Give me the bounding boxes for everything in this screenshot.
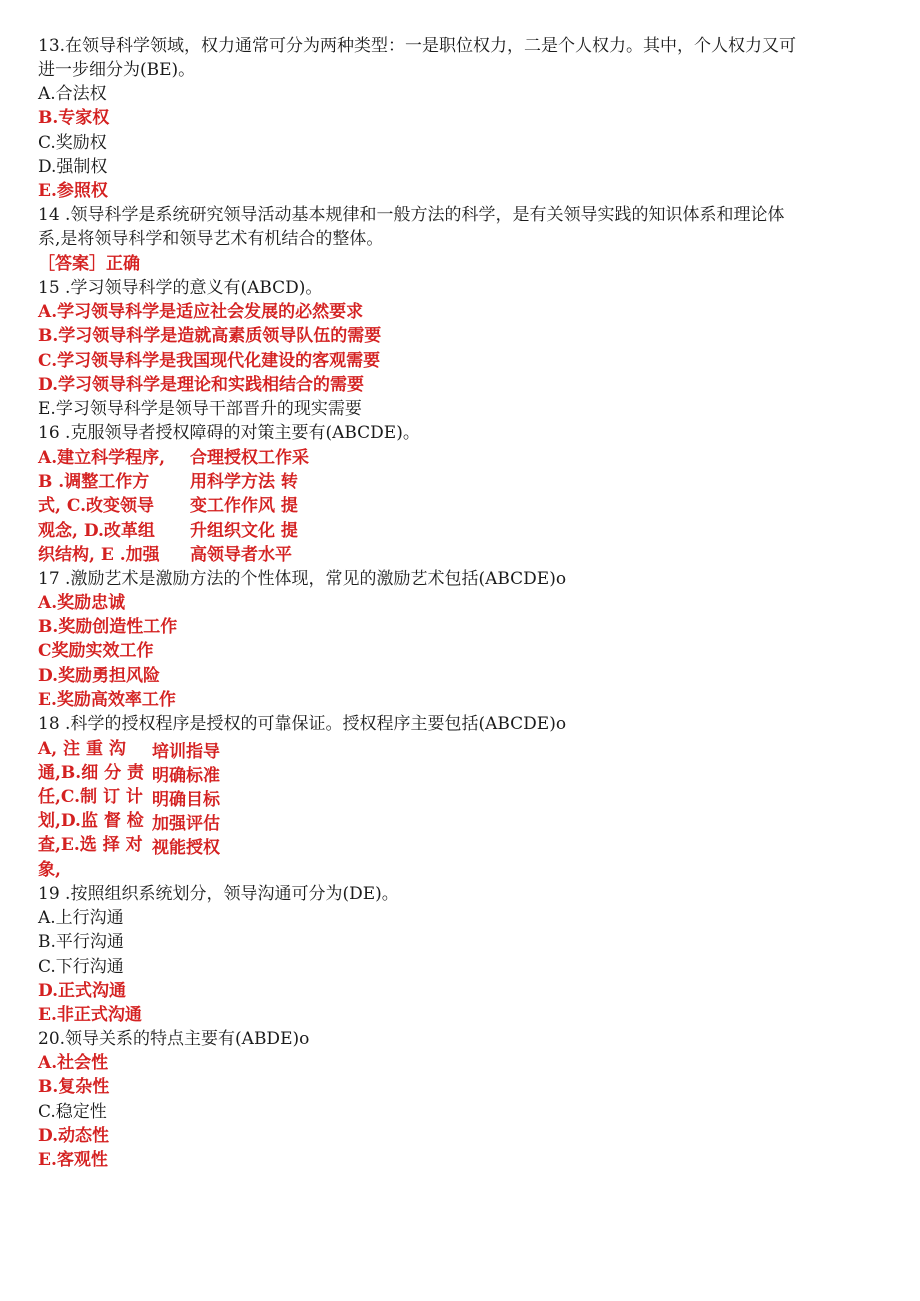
question-16-stem: 16 .克服领导者授权障碍的对策主要有(ABCDE)。 <box>38 423 420 443</box>
option-17-d-answer: D.奖励勇担风险 <box>38 666 161 686</box>
option-15-e: E.学习领导科学是领导干部晋升的现实需要 <box>38 399 362 419</box>
option-15-d-answer: D.学习领导科学是理论和实践相结合的需要 <box>38 375 365 395</box>
option-16-right-text: 高领导者水平 <box>190 545 292 565</box>
option-17-c-answer: C奖励实效工作 <box>38 641 154 661</box>
option-18-right-text: 明确标准 <box>152 766 220 786</box>
question-17-stem: 17 .激励艺术是激励方法的个性体现，常见的激励艺术包括(ABCDE)o <box>38 569 567 589</box>
question-20-stem: 20.领导关系的特点主要有(ABDE)o <box>38 1029 310 1049</box>
option-18-left-text: 任,C.制 订 计 <box>38 787 143 807</box>
option-19-a: A.上行沟通 <box>38 908 124 928</box>
option-18-right-text: 培训指导 <box>152 742 220 762</box>
option-18-left-text: 查,E.选 择 对 <box>38 835 143 855</box>
option-13-a: A.合法权 <box>38 84 107 104</box>
question-18-stem: 18 .科学的授权程序是授权的可靠保证。授权程序主要包括(ABCDE)o <box>38 714 567 734</box>
option-16-right-text: 升组织文化 提 <box>190 521 298 541</box>
option-18-left-text: 通,B.细 分 责 <box>38 763 145 783</box>
option-19-d-answer: D.正式沟通 <box>38 981 127 1001</box>
option-13-e-answer: E.参照权 <box>38 181 108 201</box>
option-18-left-text: A, 注 重 沟 <box>38 739 126 759</box>
option-16-left-text: A.建立科学程序, <box>38 448 166 468</box>
option-18-left-text: 划,D.监 督 检 <box>38 811 144 831</box>
option-16-left-text: B .调整工作方 <box>38 472 150 492</box>
option-18-right-text: 视能授权 <box>152 838 220 858</box>
option-16-left-text: 观念, D.改革组 <box>38 521 155 541</box>
option-16-left-text: 织结构, E .加强 <box>38 545 160 565</box>
question-14-stem-cont: 系,是将领导科学和领导艺术有机结合的整体。 <box>38 229 384 249</box>
option-16-left-text: 式, C.改变领导 <box>38 496 154 516</box>
question-15-stem: 15 .学习领导科学的意义有(ABCD)。 <box>38 278 323 298</box>
option-20-a-answer: A.社会性 <box>38 1053 109 1073</box>
option-13-b-answer: B.专家权 <box>38 108 110 128</box>
option-15-a-answer: A.学习领导科学是适应社会发展的必然要求 <box>38 302 364 322</box>
option-18-left-text: 象, <box>38 860 61 880</box>
option-20-e-answer: E.客观性 <box>38 1150 108 1170</box>
option-15-c-answer: C.学习领导科学是我国现代化建设的客观需要 <box>38 351 381 371</box>
question-14-answer: ［答案］正确 <box>38 254 140 274</box>
option-13-d: D.强制权 <box>38 157 108 177</box>
option-19-e-answer: E.非正式沟通 <box>38 1005 142 1025</box>
question-14-stem: 14 .领导科学是系统研究领导活动基本规律和一般方法的科学，是有关领导实践的知识体系和理论体 <box>38 205 785 225</box>
option-17-e-answer: E.奖励高效率工作 <box>38 690 176 710</box>
option-13-c: C.奖励权 <box>38 133 107 153</box>
option-20-c: C.稳定性 <box>38 1102 107 1122</box>
option-16-right-text: 变工作作风 提 <box>190 496 298 516</box>
question-13-stem: 13.在领导科学领域，权力通常可分为两种类型：一是职位权力，二是个人权力。其中，个人权力又可 <box>38 36 797 56</box>
option-20-b-answer: B.复杂性 <box>38 1077 110 1097</box>
option-16-right-text: 合理授权工作采 <box>190 448 309 468</box>
option-20-d-answer: D.动态性 <box>38 1126 110 1146</box>
option-16-right-text: 用科学方法 转 <box>190 472 298 492</box>
option-17-a-answer: A.奖励忠诚 <box>38 593 126 613</box>
question-19-stem: 19 .按照组织系统划分，领导沟通可分为(DE)。 <box>38 884 399 904</box>
question-13-stem-cont: 进一步细分为(BE)。 <box>38 60 196 80</box>
option-18-right-text: 明确目标 <box>152 790 220 810</box>
option-15-b-answer: B.学习领导科学是造就高素质领导队伍的需要 <box>38 326 382 346</box>
option-19-b: B.平行沟通 <box>38 932 124 952</box>
option-18-right-text: 加强评估 <box>152 814 220 834</box>
option-19-c: C.下行沟通 <box>38 957 124 977</box>
option-17-b-answer: B.奖励创造性工作 <box>38 617 178 637</box>
